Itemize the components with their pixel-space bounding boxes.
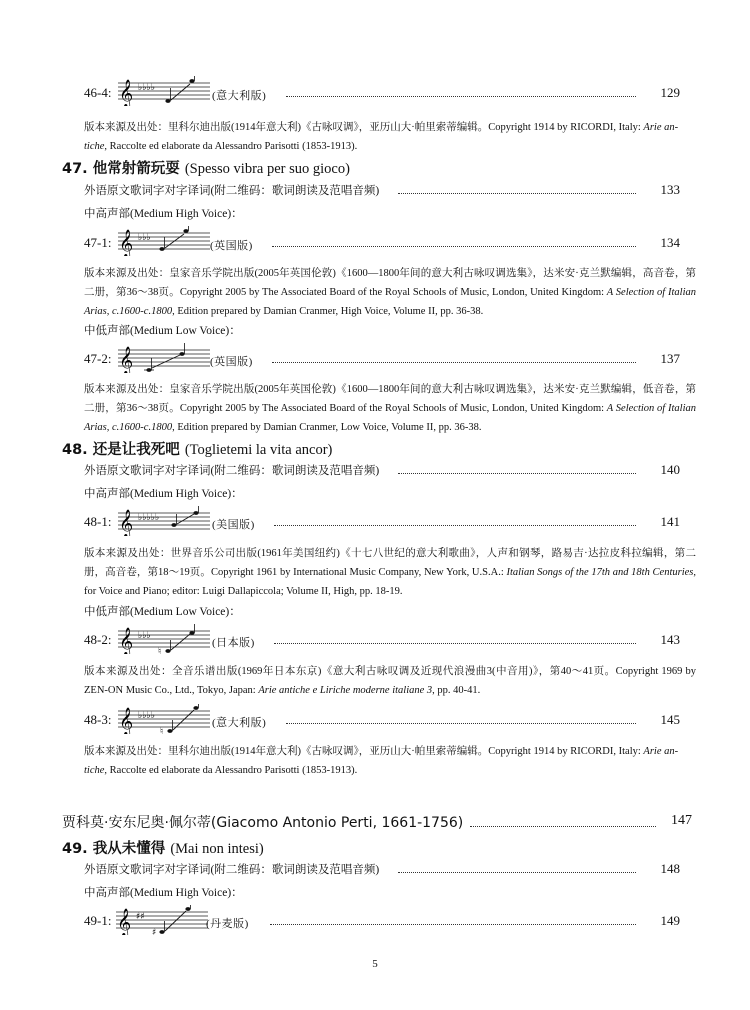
svg-text:♮: ♮ (160, 727, 164, 734)
source-note: 版本来源及出处：里科尔迪出版(1914年意大利)《古咏叹调》，亚历山大·帕里索蒂编辑。Copyright 1914 by RICORDI, Italy: Arie an- tiche, Raccolte ed elaborate da Alessandro Parisotti (1853-1913). (84, 122, 679, 152)
page-number: 140 (660, 462, 680, 477)
svg-text:𝄞: 𝄞 (119, 79, 134, 106)
score-incipit (118, 624, 210, 654)
edition-label: (英国版) (210, 240, 253, 252)
page-number: 145 (660, 712, 680, 727)
voice-label: 中高声部(Medium High Voice)： (84, 488, 243, 500)
score-incipit (116, 905, 208, 935)
svg-text:♭♭♭♭♭: ♭♭♭♭♭ (138, 513, 160, 523)
entry-label: 46-4: (84, 85, 112, 100)
entry-label: 47-2: (84, 351, 112, 366)
entry-label: 49-1: (84, 913, 112, 928)
translation-line: 外语原文歌词字对字译词(附二维码：歌词朗读及范唱音频) (84, 185, 380, 197)
score-incipit (118, 704, 210, 734)
page-number: 141 (660, 514, 680, 529)
edition-label: (日本版) (212, 637, 255, 649)
score-incipit (118, 506, 210, 536)
source-note: 版本来源及出处：里科尔迪出版(1914年意大利)《古咏叹调》，亚历山大·帕里索蒂编辑。Copyright 1914 by RICORDI, Italy: Arie an- tiche, Raccolte ed elaborate da Alessandro Parisotti (1853-1913). (84, 746, 679, 776)
voice-label: 中低声部(Medium Low Voice)： (84, 325, 241, 337)
voice-label: 中高声部(Medium High Voice)： (84, 887, 243, 899)
source-note: 版本来源及出处：世界音乐公司出版(1961年美国纽约)《十七八世纪的意大利歌曲》，人声和钢琴，路易吉·达拉皮科拉编辑，第二册，高音卷，第18～19页。Copyright 1961 by International Music Company, New York, U.S.A.: Italian Songs of the 17th and 18th Centuries, for Voice and Piano; editor: Luigi Dallapiccola; Volume II, High, pp. 18-19. (84, 548, 697, 597)
entry-label: 48-1: (84, 514, 112, 529)
page-number: 143 (660, 632, 680, 647)
source-note: 版本来源及出处：全音乐谱出版(1969年日本东京)《意大利古咏叹调及近现代浪漫曲3(中音用)》，第40～41页。Copyright 1969 by ZEN-ON Music Co., Ltd., Tokyo, Japan: Arie antiche e Liriche moderne italiane 3, pp. 40-41. (84, 666, 696, 696)
entry-label: 47-1: (84, 235, 112, 250)
translation-line: 外语原文歌词字对字译词(附二维码：歌词朗读及范唱音频) (84, 864, 380, 876)
voice-label: 中低声部(Medium Low Voice)： (84, 606, 241, 618)
composer-heading: 贾科莫·安东尼奥·佩尔蒂(Giacomo Antonio Perti, 1661-1756) (62, 815, 464, 831)
section-title-47: 47. 他常射箭玩耍 (Spesso vibra per suo gioco) (62, 161, 350, 177)
page-number: 137 (660, 351, 680, 366)
svg-text:𝄞: 𝄞 (119, 229, 134, 256)
edition-label: (意大利版) (212, 90, 267, 102)
page-number: 149 (660, 913, 680, 928)
svg-text:𝄞: 𝄞 (117, 908, 132, 935)
footer-page-number: 5 (372, 958, 378, 970)
voice-label: 中高声部(Medium High Voice)： (84, 208, 243, 220)
entry-label: 48-3: (84, 712, 112, 727)
svg-text:♭♭♭: ♭♭♭ (138, 233, 151, 243)
svg-text:𝄞: 𝄞 (119, 509, 134, 536)
svg-text:♭♭♭: ♭♭♭ (138, 631, 151, 641)
svg-text:𝄞: 𝄞 (119, 627, 134, 654)
svg-text:♯: ♯ (152, 928, 157, 935)
leader-dots (272, 246, 636, 247)
entry-label: 48-2: (84, 632, 112, 647)
translation-line: 外语原文歌词字对字译词(附二维码：歌词朗读及范唱音频) (84, 465, 380, 477)
score-incipit (118, 343, 210, 373)
svg-text:♭♭♭♭: ♭♭♭♭ (138, 711, 155, 721)
leader-dots (274, 525, 636, 526)
page-number: 134 (660, 235, 680, 250)
section-title-48: 48. 还是让我死吧 (Toglietemi la vita ancor) (62, 442, 333, 458)
leader-dots (398, 473, 636, 474)
page-number: 129 (660, 85, 680, 100)
score-incipit (118, 226, 210, 256)
svg-text:♯♯: ♯♯ (136, 912, 145, 922)
section-title-49: 49. 我从未懂得 (Mai non intesi) (62, 841, 264, 857)
edition-label: (意大利版) (212, 717, 267, 729)
page-number: 133 (660, 182, 680, 197)
page-number: 147 (671, 813, 692, 828)
score-incipit (118, 76, 210, 106)
edition-label: (丹麦版) (206, 918, 249, 930)
page-number: 148 (660, 861, 680, 876)
leader-dots (398, 872, 636, 873)
svg-text:♮: ♮ (158, 647, 162, 654)
svg-text:𝄞: 𝄞 (119, 346, 134, 373)
leader-dots (398, 193, 636, 194)
svg-text:𝄞: 𝄞 (119, 707, 134, 734)
edition-label: (美国版) (212, 519, 255, 531)
leader-dots (286, 96, 636, 97)
leader-dots (272, 362, 636, 363)
leader-dots (286, 723, 636, 724)
source-note: 版本来源及出处：皇家音乐学院出版(2005年英国伦敦)《1600—1800年间的意大利古咏叹调选集》，达米安·克兰默编辑，高音卷，第二册，第36～38页。Copyright 2005 by The Associated Board of the Royal Schools of Music, London, United Kingdom: A Selection of Italian Arias, c.1600-c.1800, Edition prepared by Damian Cranmer, High Voice, Volume II, pp. 36-38. (84, 268, 696, 317)
leader-dots (274, 643, 636, 644)
svg-text:♭♭♭♭: ♭♭♭♭ (138, 83, 155, 93)
leader-dots (470, 826, 656, 827)
source-note: 版本来源及出处：皇家音乐学院出版(2005年英国伦敦)《1600—1800年间的意大利古咏叹调选集》，达米安·克兰默编辑，低音卷，第二册，第36～38页。Copyright 2005 by The Associated Board of the Royal Schools of Music, London, United Kingdom: A Selection of Italian Arias, c.1600-c.1800, Edition prepared by Damian Cranmer, Low Voice, Volume II, pp. 36-38. (84, 384, 696, 433)
leader-dots (270, 924, 636, 925)
edition-label: (英国版) (210, 356, 253, 368)
